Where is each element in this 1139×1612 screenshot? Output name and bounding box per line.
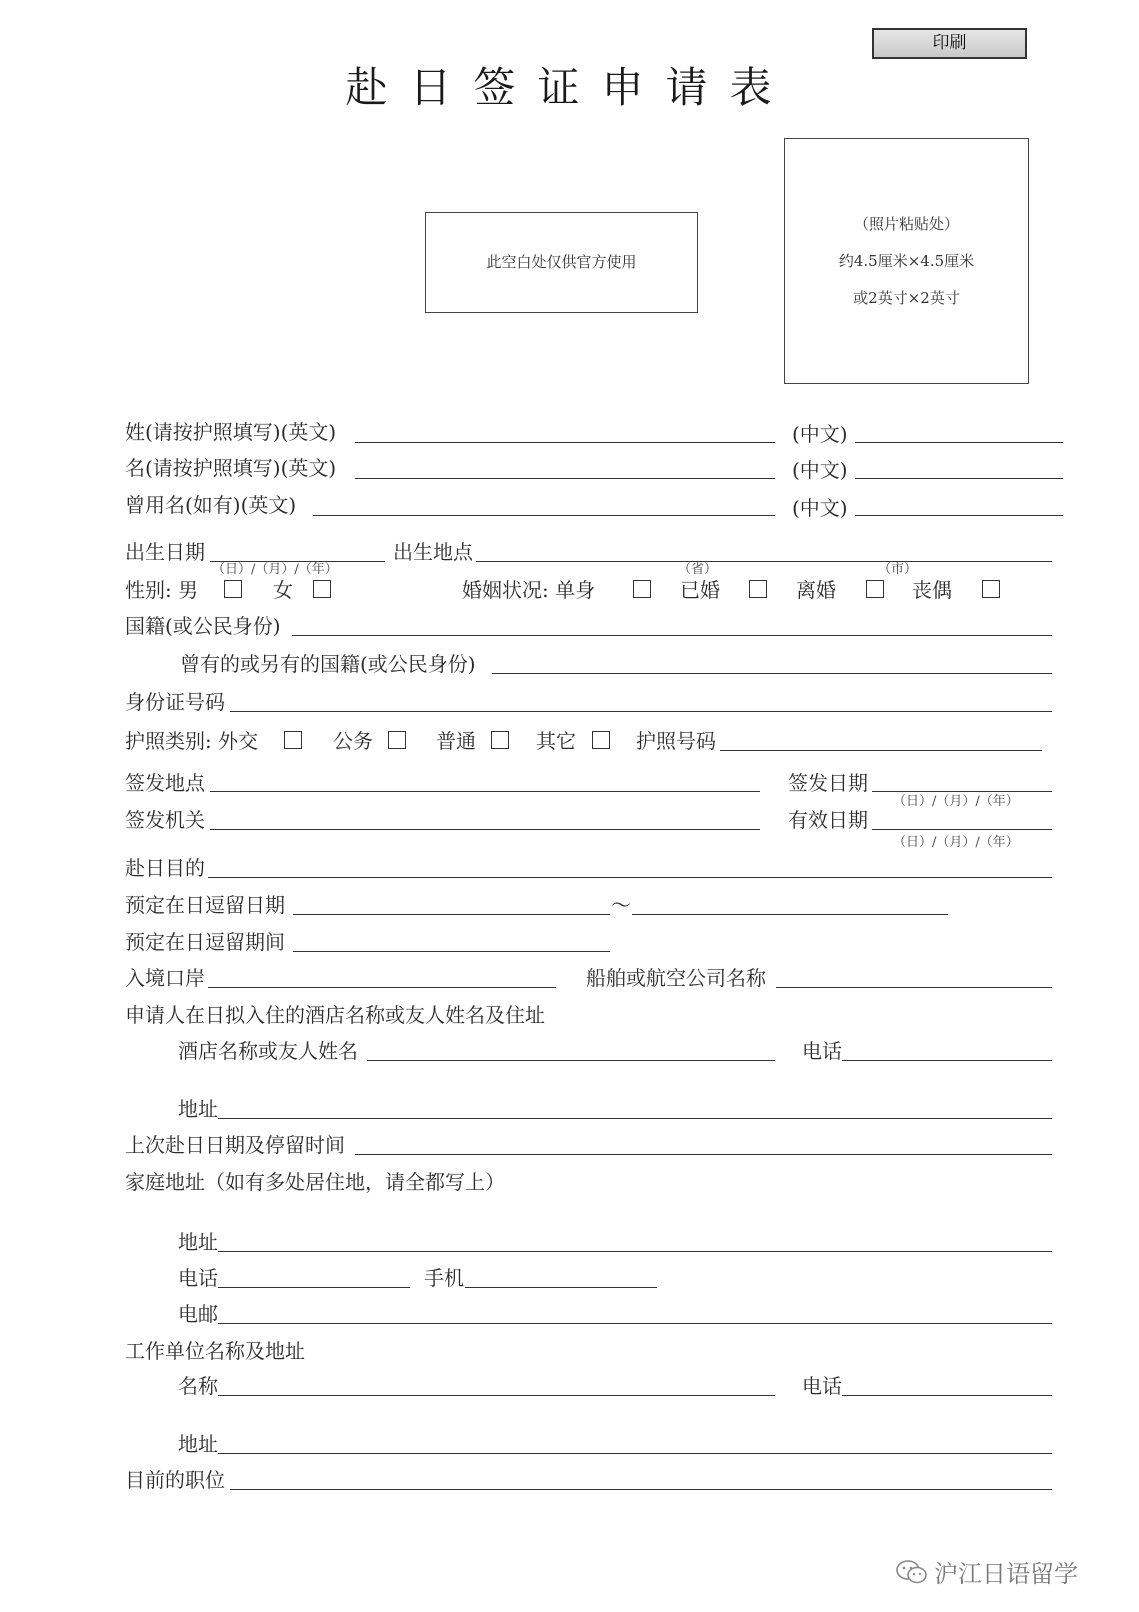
expiry-date-label: 有效日期 — [788, 808, 868, 832]
widowed-label: 丧偶 — [912, 578, 952, 602]
nationality-label: 国籍(或公民身份) — [125, 614, 281, 638]
passport-type-label: 护照类别: 外交 — [125, 729, 259, 753]
stay-date-tilde: ～ — [611, 893, 631, 917]
surname-en-input[interactable] — [355, 442, 775, 443]
work-name-input[interactable] — [218, 1395, 775, 1396]
id-number-input[interactable] — [230, 711, 1052, 712]
surname-cn-label: (中文) — [792, 422, 848, 446]
last-visit-input[interactable] — [355, 1154, 1052, 1155]
position-input[interactable] — [230, 1489, 1052, 1490]
home-address-input[interactable] — [218, 1251, 1052, 1252]
official-label: 公务 — [333, 729, 373, 753]
male-checkbox[interactable] — [224, 580, 242, 598]
sex-label: 性别: 男 — [125, 578, 199, 602]
former-en-input[interactable] — [313, 515, 775, 516]
id-number-label: 身份证号码 — [125, 690, 225, 714]
home-title: 家庭地址（如有多处居住地，请全都写上） — [125, 1170, 505, 1194]
birth-place-label: 出生地点 — [393, 540, 473, 564]
photo-text-3: 或2英寸×2英寸 — [853, 289, 960, 307]
single-checkbox[interactable] — [633, 580, 651, 598]
work-phone-label: 电话 — [802, 1374, 842, 1398]
female-checkbox[interactable] — [313, 580, 331, 598]
former-cn-input[interactable] — [855, 515, 1063, 516]
purpose-label: 赴日目的 — [125, 856, 205, 880]
photo-box — [784, 138, 1029, 384]
airline-label: 船舶或航空公司名称 — [586, 966, 766, 990]
page-title: 赴日签证申请表 — [345, 63, 794, 112]
work-name-label: 名称 — [178, 1374, 218, 1398]
former-nationality-input[interactable] — [492, 673, 1052, 674]
hotel-address-input[interactable] — [218, 1118, 1052, 1119]
widowed-checkbox[interactable] — [982, 580, 1000, 598]
ordinary-label: 普通 — [436, 729, 476, 753]
work-address-label: 地址 — [178, 1432, 218, 1456]
issue-authority-input[interactable] — [210, 829, 760, 830]
issue-date-input[interactable] — [872, 791, 1052, 792]
stay-date-label: 预定在日逗留日期 — [125, 893, 285, 917]
stay-date-to-input[interactable] — [632, 914, 948, 915]
former-nationality-label: 曾有的或另有的国籍(或公民身份) — [180, 652, 476, 676]
other-label: 其它 — [536, 729, 576, 753]
issue-date-label: 签发日期 — [788, 771, 868, 795]
given-en-input[interactable] — [355, 478, 775, 479]
birth-place-input[interactable] — [476, 561, 1052, 562]
married-checkbox[interactable] — [749, 580, 767, 598]
marital-label: 婚姻状况: 单身 — [462, 578, 596, 602]
official-use-box — [425, 212, 698, 313]
hotel-phone-input[interactable] — [842, 1060, 1052, 1061]
hotel-name-input[interactable] — [367, 1060, 775, 1061]
given-cn-label: (中文) — [792, 458, 848, 482]
home-address-label: 地址 — [178, 1230, 218, 1254]
stay-period-label: 预定在日逗留期间 — [125, 930, 285, 954]
other-checkbox[interactable] — [592, 731, 610, 749]
photo-text-1: （照片粘贴处） — [853, 215, 959, 233]
mobile-input[interactable] — [465, 1287, 657, 1288]
issue-place-label: 签发地点 — [125, 771, 205, 795]
port-entry-input[interactable] — [208, 987, 556, 988]
divorced-label: 离婚 — [796, 578, 836, 602]
birth-date-label: 出生日期 — [125, 540, 205, 564]
issue-date-hint: （日）/（月）/（年） — [893, 794, 1019, 809]
hotel-address-label: 地址 — [178, 1097, 218, 1121]
home-phone-label: 电话 — [178, 1266, 218, 1290]
diplomatic-checkbox[interactable] — [284, 731, 302, 749]
married-label: 已婚 — [680, 578, 720, 602]
province-hint: （省） — [678, 562, 718, 577]
issue-place-input[interactable] — [210, 791, 760, 792]
position-label: 目前的职位 — [125, 1468, 225, 1492]
issue-authority-label: 签发机关 — [125, 808, 205, 832]
city-hint: （市） — [878, 562, 918, 577]
ordinary-checkbox[interactable] — [491, 731, 509, 749]
work-title: 工作单位名称及地址 — [125, 1339, 305, 1363]
work-address-input[interactable] — [218, 1453, 1052, 1454]
email-input[interactable] — [218, 1323, 1052, 1324]
hotel-phone-label: 电话 — [802, 1039, 842, 1063]
expiry-date-input[interactable] — [872, 829, 1052, 830]
surname-en-label: 姓(请按护照填写)(英文) — [125, 420, 337, 444]
airline-input[interactable] — [776, 987, 1052, 988]
given-cn-input[interactable] — [855, 478, 1063, 479]
passport-no-input[interactable] — [720, 750, 1042, 751]
given-en-label: 名(请按护照填写)(英文) — [125, 456, 337, 480]
passport-no-label: 护照号码 — [636, 729, 716, 753]
email-label: 电邮 — [178, 1302, 218, 1326]
purpose-input[interactable] — [208, 877, 1052, 878]
home-phone-input[interactable] — [218, 1287, 410, 1288]
hotel-title: 申请人在日拟入住的酒店名称或友人姓名及住址 — [125, 1003, 545, 1027]
hotel-name-label: 酒店名称或友人姓名 — [178, 1039, 358, 1063]
last-visit-label: 上次赴日日期及停留时间 — [125, 1133, 345, 1157]
official-checkbox[interactable] — [388, 731, 406, 749]
female-label: 女 — [273, 578, 293, 602]
former-cn-label: (中文) — [792, 496, 848, 520]
print-button[interactable]: 印刷 — [872, 28, 1027, 59]
stay-period-input[interactable] — [293, 951, 610, 952]
surname-cn-input[interactable] — [855, 442, 1063, 443]
official-use-text: 此空白处仅供官方使用 — [486, 253, 637, 271]
port-entry-label: 入境口岸 — [125, 966, 205, 990]
work-phone-input[interactable] — [842, 1395, 1052, 1396]
stay-date-from-input[interactable] — [293, 914, 610, 915]
watermark-text: 沪江日语留学 — [934, 1560, 1078, 1588]
nationality-input[interactable] — [292, 635, 1052, 636]
divorced-checkbox[interactable] — [866, 580, 884, 598]
expiry-date-hint: （日）/（月）/（年） — [893, 835, 1019, 850]
former-en-label: 曾用名(如有)(英文) — [125, 493, 297, 517]
wechat-icon — [895, 1559, 929, 1585]
birth-date-hint: （日）/（月）/（年） — [212, 562, 338, 577]
mobile-label: 手机 — [424, 1266, 464, 1290]
photo-text-2: 约4.5厘米×4.5厘米 — [838, 252, 975, 270]
